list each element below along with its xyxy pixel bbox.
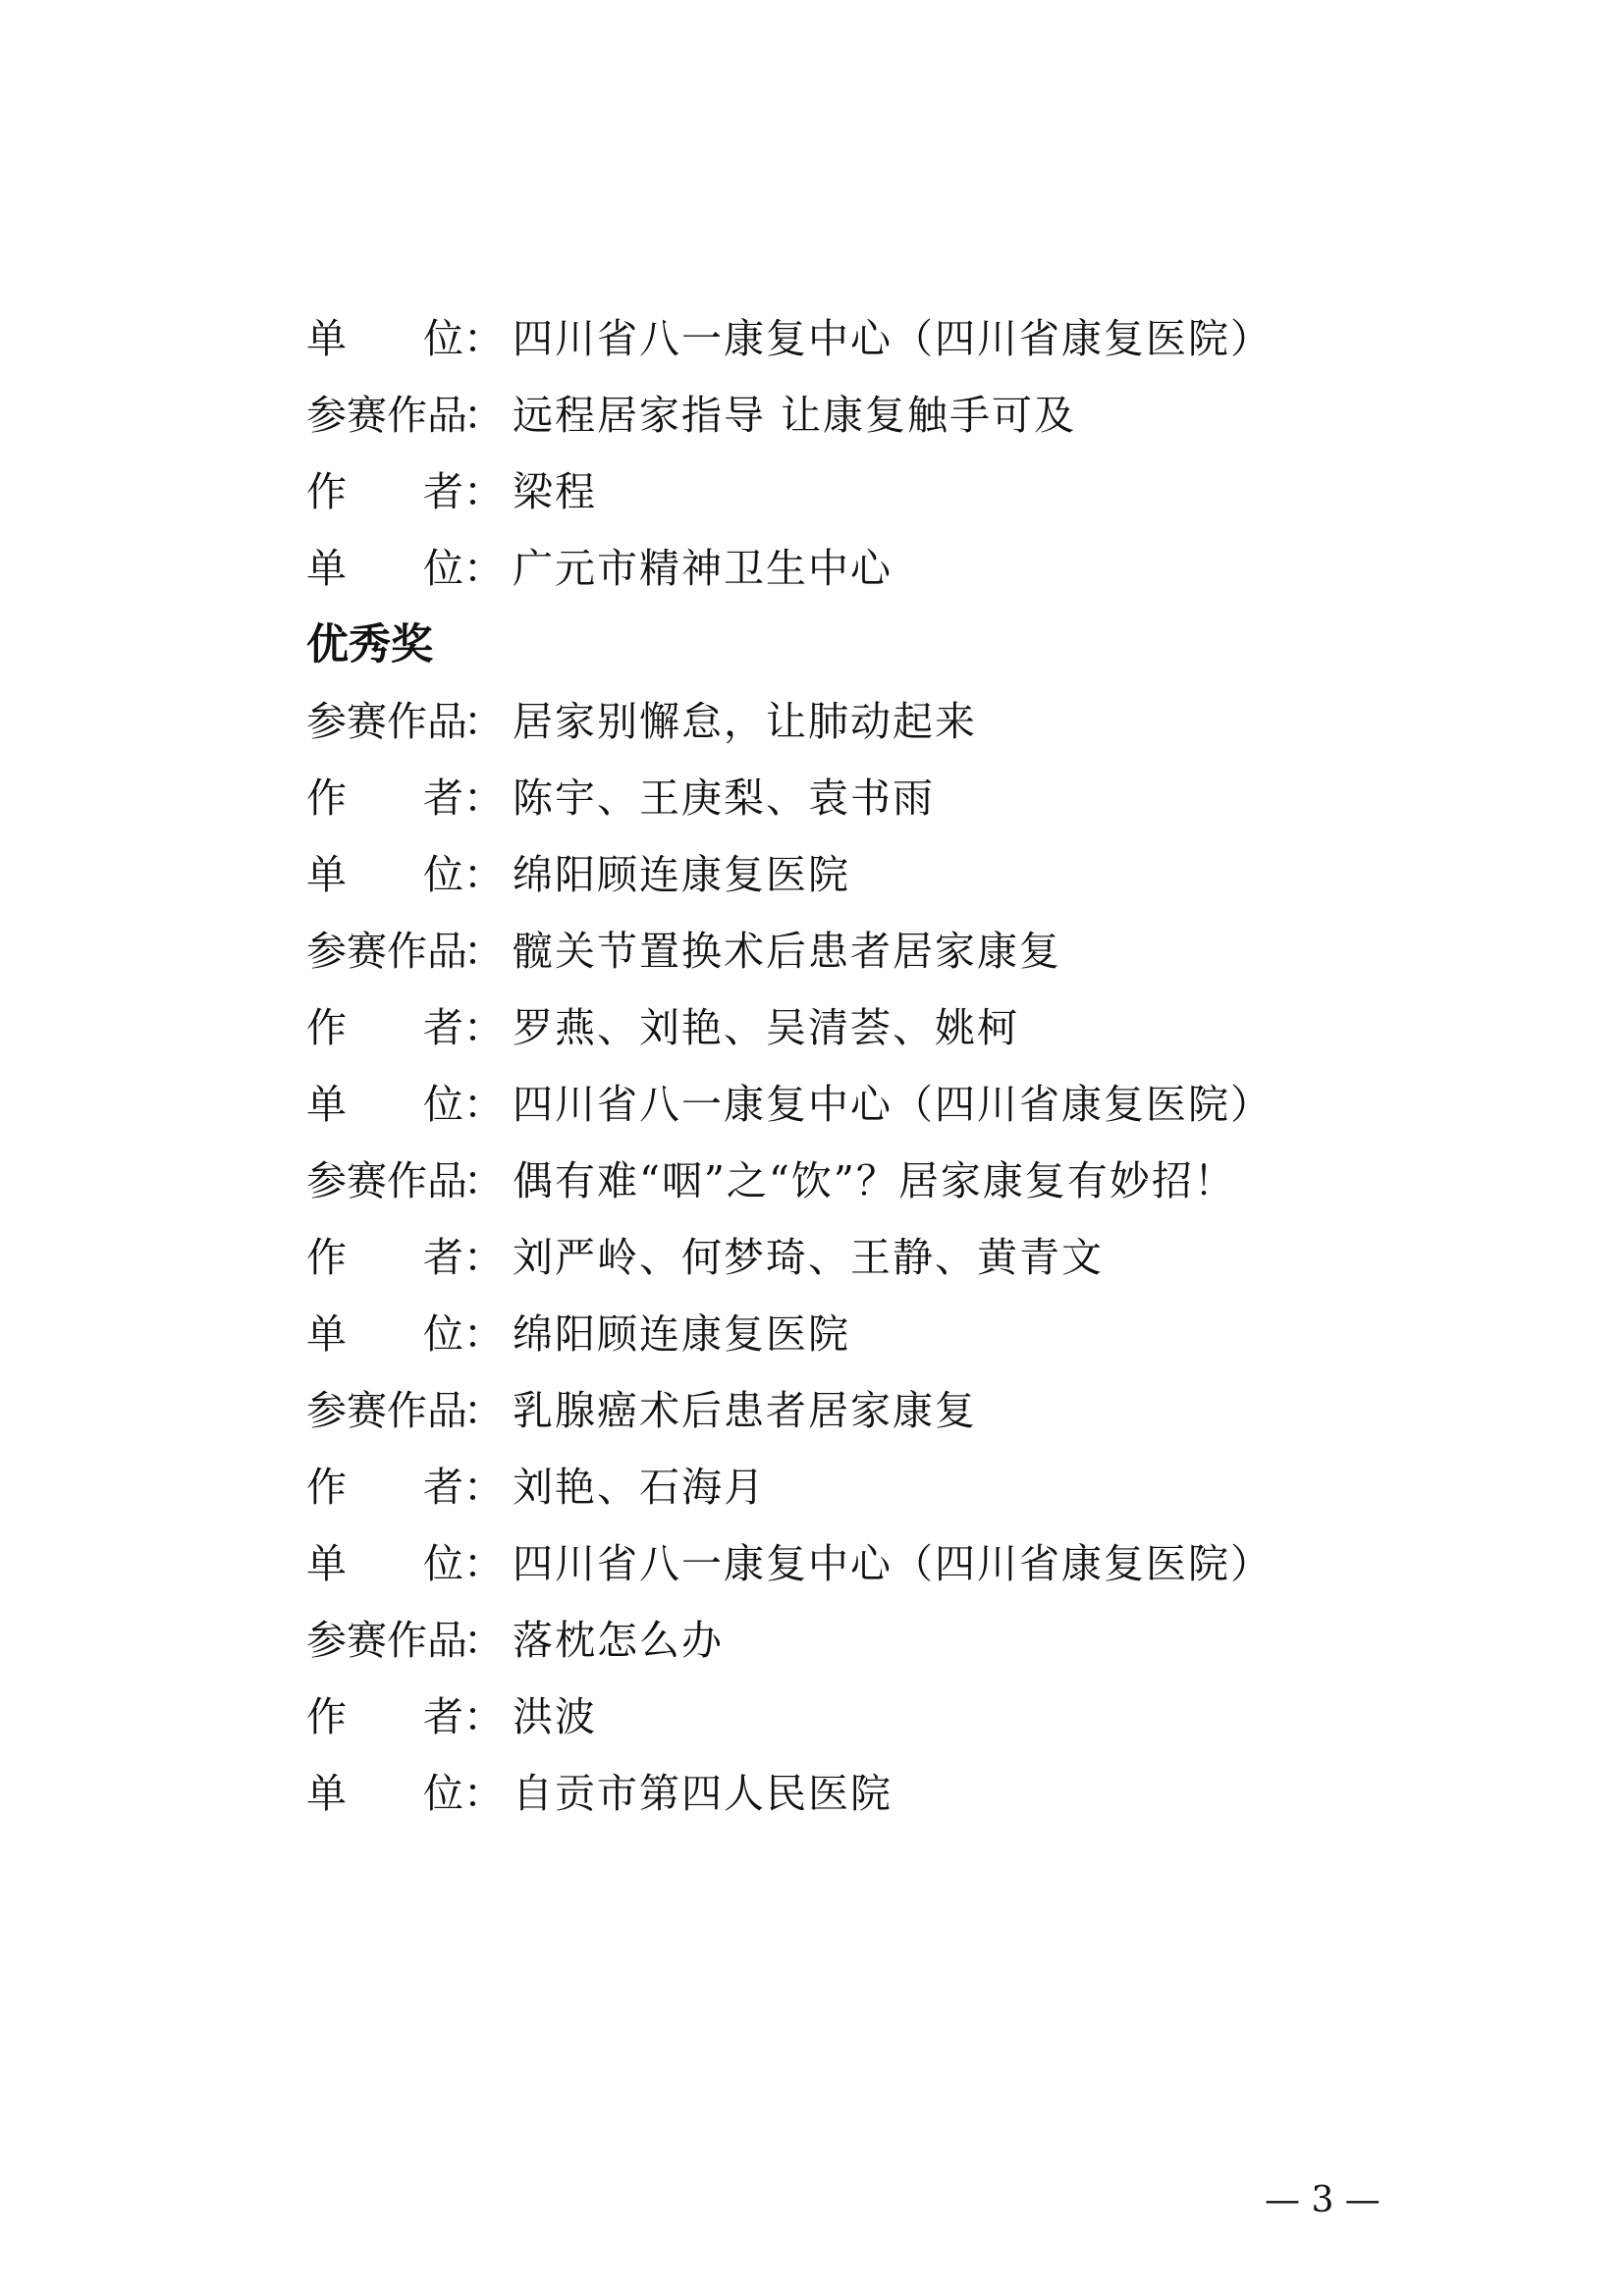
label-colon: ：: [463, 468, 504, 515]
unit-label: [306, 1525, 463, 1602]
author-label-char-1: 作: [306, 1693, 347, 1740]
work-label-text: 参赛作品: [306, 1157, 467, 1204]
work-label: [306, 913, 467, 989]
label-colon: ：: [463, 1157, 504, 1204]
author-label-char-1: 作: [306, 774, 347, 822]
author-value: 梁程: [513, 468, 597, 515]
work-value: 远程居家指导 让康复触手可及: [513, 392, 1077, 439]
author-line: [306, 1679, 1465, 1755]
label-colon: ：: [463, 392, 504, 439]
unit-label-char-2: 位: [423, 851, 463, 898]
author-label-char-1: 作: [306, 1464, 347, 1511]
unit-value: 四川省八一康复中心（四川省康复医院）: [513, 315, 1272, 362]
unit-line: [306, 300, 1465, 377]
unit-line: [306, 530, 1465, 607]
work-label: [306, 377, 467, 454]
unit-label: [306, 530, 463, 607]
work-label-text: 参赛作品: [306, 392, 467, 439]
label-colon: ：: [463, 774, 504, 822]
work-value: 髋关节置换术后患者居家康复: [513, 928, 1061, 975]
work-line: [306, 913, 1465, 989]
author-value: 刘艳、石海月: [513, 1464, 766, 1511]
author-label-char-2: 者: [423, 468, 463, 515]
unit-label-char-2: 位: [423, 545, 463, 592]
label-colon: ：: [463, 1004, 504, 1051]
unit-label-char-1: 单: [306, 1540, 347, 1587]
unit-line: [306, 1066, 1465, 1143]
author-label-char-1: 作: [306, 468, 347, 515]
work-label-text: 参赛作品: [306, 1387, 467, 1434]
work-line: [306, 1602, 1465, 1679]
excellence-award-entries: [306, 683, 1465, 1832]
unit-line: [306, 1296, 1465, 1372]
label-colon: ：: [463, 1310, 504, 1358]
author-value: 洪波: [513, 1693, 597, 1740]
unit-label-char-2: 位: [423, 1310, 463, 1358]
work-label: [306, 1143, 467, 1219]
work-line: [306, 377, 1465, 454]
work-line: [306, 1143, 1465, 1219]
unit-value: 广元市精神卫生中心: [513, 545, 893, 592]
author-label-char-2: 者: [423, 1464, 463, 1511]
work-value: 居家别懈怠，让肺动起来: [513, 698, 977, 745]
label-colon: ：: [463, 1617, 504, 1664]
section-title: 优秀奖: [306, 620, 433, 669]
unit-value: 自贡市第四人民医院: [513, 1770, 893, 1817]
work-label: [306, 1372, 467, 1449]
label-colon: ：: [463, 851, 504, 898]
author-line: [306, 760, 1465, 836]
unit-label: [306, 300, 463, 377]
author-label-char-2: 者: [423, 774, 463, 822]
work-line: [306, 683, 1465, 760]
label-colon: ：: [463, 1770, 504, 1817]
author-label: [306, 1219, 463, 1296]
author-label-char-2: 者: [423, 1004, 463, 1051]
work-label-text: 参赛作品: [306, 698, 467, 745]
author-label-char-2: 者: [423, 1693, 463, 1740]
unit-label: [306, 1066, 463, 1143]
unit-value: 四川省八一康复中心（四川省康复医院）: [513, 1081, 1272, 1128]
author-line: [306, 1449, 1465, 1525]
unit-line: [306, 1525, 1465, 1602]
unit-label-char-2: 位: [423, 1081, 463, 1128]
work-label-text: 参赛作品: [306, 928, 467, 975]
label-colon: ：: [463, 1693, 504, 1740]
author-label: [306, 989, 463, 1066]
author-label: [306, 1449, 463, 1525]
continued-entries: [306, 300, 1465, 607]
author-label-char-1: 作: [306, 1234, 347, 1281]
label-colon: ：: [463, 1234, 504, 1281]
unit-label-char-2: 位: [423, 315, 463, 362]
work-value: 偶有难“咽”之“饮”？居家康复有妙招！: [513, 1157, 1236, 1204]
label-colon: ：: [463, 698, 504, 745]
author-value: 罗燕、刘艳、吴清荟、姚柯: [513, 1004, 1019, 1051]
work-value: 乳腺癌术后患者居家康复: [513, 1387, 977, 1434]
author-label-char-1: 作: [306, 1004, 347, 1051]
page-number: — 3 —: [1265, 2180, 1380, 2220]
work-label-text: 参赛作品: [306, 1617, 467, 1664]
work-value: 落枕怎么办: [513, 1617, 724, 1664]
label-colon: ：: [463, 545, 504, 592]
unit-label-char-1: 单: [306, 1081, 347, 1128]
author-value: 陈宇、王庚梨、袁书雨: [513, 774, 935, 822]
author-label: [306, 760, 463, 836]
author-line: [306, 989, 1465, 1066]
award-list: [306, 300, 1465, 1832]
label-colon: ：: [463, 315, 504, 362]
label-colon: ：: [463, 928, 504, 975]
unit-label: [306, 1296, 463, 1372]
label-colon: ：: [463, 1081, 504, 1128]
unit-label-char-2: 位: [423, 1770, 463, 1817]
work-label: [306, 1602, 467, 1679]
label-colon: ：: [463, 1387, 504, 1434]
work-line: [306, 1372, 1465, 1449]
unit-label-char-1: 单: [306, 1310, 347, 1358]
author-label: [306, 1679, 463, 1755]
unit-label-char-2: 位: [423, 1540, 463, 1587]
unit-label-char-1: 单: [306, 315, 347, 362]
author-line: [306, 1219, 1465, 1296]
unit-label-char-1: 单: [306, 545, 347, 592]
unit-line: [306, 1755, 1465, 1832]
unit-label: [306, 836, 463, 913]
author-line: [306, 454, 1465, 530]
unit-label-char-1: 单: [306, 1770, 347, 1817]
unit-value: 绵阳顾连康复医院: [513, 1310, 850, 1358]
work-label: [306, 683, 467, 760]
unit-value: 四川省八一康复中心（四川省康复医院）: [513, 1540, 1272, 1587]
unit-label-char-1: 单: [306, 851, 347, 898]
unit-value: 绵阳顾连康复医院: [513, 851, 850, 898]
author-label-char-2: 者: [423, 1234, 463, 1281]
unit-line: [306, 836, 1465, 913]
unit-label: [306, 1755, 463, 1832]
label-colon: ：: [463, 1540, 504, 1587]
label-colon: ：: [463, 1464, 504, 1511]
author-value: 刘严岭、何梦琦、王静、黄青文: [513, 1234, 1104, 1281]
author-label: [306, 454, 463, 530]
